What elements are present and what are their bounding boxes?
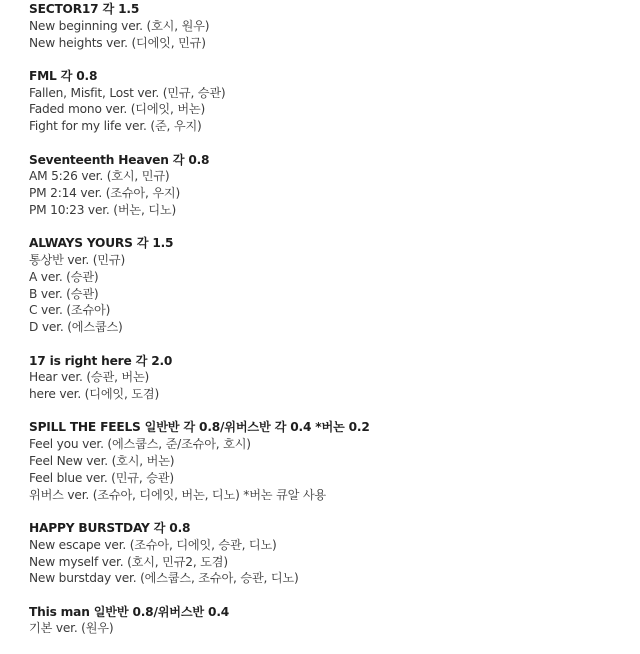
list-item: B ver. (승관) <box>29 286 99 301</box>
list-item: Faded mono ver. (디에잇, 버논) <box>29 102 206 117</box>
list-item: Hear ver. (승관, 버논) <box>29 370 150 385</box>
section-title: SPILL THE FEELS 일반반 각 0.8/위버스반 각 0.4 *버논 0.2 <box>29 420 370 435</box>
section-title: 17 is right here 각 2.0 <box>29 353 173 368</box>
section-title: FML 각 0.8 <box>29 68 98 83</box>
section-17-is-right-here <box>29 353 629 403</box>
section-seventeenth-heaven <box>29 152 629 219</box>
list-item: New heights ver. (디에잇, 민규) <box>29 35 206 50</box>
list-item: PM 2:14 ver. (조슈아, 우지) <box>29 186 181 201</box>
list-item: New escape ver. (조슈아, 디에잇, 승관, 디노) <box>29 537 277 552</box>
list-item: 위버스 ver. (조슈아, 디에잇, 버논, 디노) *버논 큐알 사용 <box>29 487 326 502</box>
section-this-man <box>29 604 629 638</box>
section-happy-burstday <box>29 520 629 587</box>
section-sector17 <box>29 1 629 51</box>
section-spill-the-feels <box>29 419 629 503</box>
list-item: AM 5:26 ver. (호시, 민규) <box>29 169 170 184</box>
list-item: here ver. (디에잇, 도겸) <box>29 387 160 402</box>
list-item: Feel you ver. (에스쿱스, 준/조슈아, 호시) <box>29 437 251 452</box>
section-title: HAPPY BURSTDAY 각 0.8 <box>29 520 191 535</box>
list-item: A ver. (승관) <box>29 269 99 284</box>
list-item: New myself ver. (호시, 민규2, 도겸) <box>29 554 228 569</box>
list-item: New burstday ver. (에스쿱스, 조슈아, 승관, 디노) <box>29 571 299 586</box>
list-item: New beginning ver. (호시, 원우) <box>29 18 210 33</box>
list-item: Fallen, Misfit, Lost ver. (민규, 승관) <box>29 85 226 100</box>
list-item: PM 10:23 ver. (버논, 디노) <box>29 202 177 217</box>
list-item: Feel blue ver. (민규, 승관) <box>29 470 174 485</box>
section-title: ALWAYS YOURS 각 1.5 <box>29 236 174 251</box>
list-item: Feel New ver. (호시, 버논) <box>29 454 175 469</box>
list-item: D ver. (에스쿱스) <box>29 320 123 335</box>
section-always-yours <box>29 235 629 336</box>
album-price-list <box>29 1 629 654</box>
list-item: Fight for my life ver. (준, 우지) <box>29 119 202 134</box>
section-title: Seventeenth Heaven 각 0.8 <box>29 152 210 167</box>
section-title: This man 일반반 0.8/위버스반 0.4 <box>29 604 230 619</box>
list-item: 통상반 ver. (민규) <box>29 253 125 268</box>
section-fml <box>29 68 629 135</box>
section-title: SECTOR17 각 1.5 <box>29 2 140 16</box>
list-item: C ver. (조슈아) <box>29 303 111 318</box>
list-item: 기본 ver. (원우) <box>29 621 114 636</box>
